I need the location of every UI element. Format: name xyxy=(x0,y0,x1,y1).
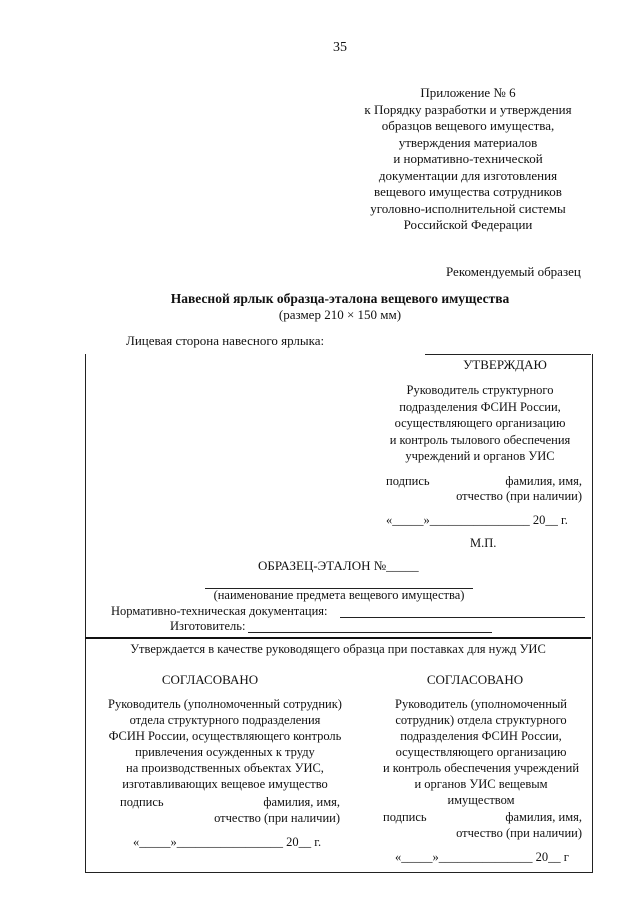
appendix-line: и нормативно-технической xyxy=(393,151,543,166)
agreed-left-line: ФСИН России, осуществляющего контроль xyxy=(108,729,342,743)
appendix-line: уголовно-исполнительной системы xyxy=(370,200,566,216)
agreed-left-line: изготавливающих вещевое имущество xyxy=(122,777,328,791)
face-side-label: Лицевая сторона навесного ярлыка: xyxy=(126,333,325,348)
stamp-place: М.П. xyxy=(470,536,497,550)
approver-line: подразделения ФСИН России, xyxy=(399,399,561,414)
left-signature-caption: подпись xyxy=(120,795,164,809)
appendix-line: вещевого имущества сотрудников xyxy=(374,184,562,199)
appendix-line: документации для изготовления xyxy=(378,167,558,183)
sample-number: ОБРАЗЕЦ-ЭТАЛОН №_____ xyxy=(258,558,419,573)
right-patronymic-caption: отчество (при наличии) xyxy=(456,826,582,840)
approver-line: осуществляющего организацию xyxy=(394,416,566,430)
approve-heading: УТВЕРЖДАЮ xyxy=(463,357,547,372)
appendix-line: к Порядку разработки и утверждения xyxy=(364,101,572,117)
document-subtitle: (размер 210 × 150 мм) xyxy=(278,307,402,322)
approver-line: учреждений и органов УИС xyxy=(405,449,555,463)
approver-position xyxy=(375,382,585,465)
tag-top-line xyxy=(425,354,591,355)
agreed-right-line: сотрудник) отдела структурного xyxy=(395,713,567,727)
approver-name-caption: фамилия, имя, xyxy=(505,474,582,488)
right-date-field: «_____»_______________ 20__ г xyxy=(395,850,569,864)
agreed-right-heading: СОГЛАСОВАНО xyxy=(426,672,524,687)
approver-signature-caption: подпись xyxy=(386,474,430,488)
agreed-right-line: осуществляющего организацию xyxy=(395,745,567,759)
agreed-left-line: отдела структурного подразделения xyxy=(129,713,321,727)
right-name-caption: фамилия, имя, xyxy=(505,810,582,824)
approver-patronymic-caption: отчество (при наличии) xyxy=(456,489,582,503)
approver-date-field: «_____»________________ 20__ г. xyxy=(386,513,568,527)
left-date-field: «_____»_________________ 20__ г. xyxy=(133,835,322,849)
approver-line: Руководитель структурного xyxy=(406,383,554,397)
agreed-left-heading: СОГЛАСОВАНО xyxy=(161,672,259,687)
appendix-line: утверждения материалов xyxy=(398,134,538,150)
right-signature-caption: подпись xyxy=(383,810,427,824)
appendix-line: Российской Федерации xyxy=(403,217,533,232)
manufacturer-label: Изготовитель: xyxy=(170,619,246,633)
agreed-left-line: на производственных объектах УИС, xyxy=(126,761,324,775)
appendix-line: образцов вещевого имущества, xyxy=(381,118,555,133)
section-divider xyxy=(85,637,591,639)
document-title: Навесной ярлык образца-эталона вещевого имущества xyxy=(170,291,510,306)
left-patronymic-caption: отчество (при наличии) xyxy=(214,811,340,825)
manufacturer-fill-line xyxy=(248,632,492,633)
approved-as-text: Утверждается в качестве руководящего образца при поставках для нужд УИС xyxy=(130,642,546,656)
agreed-right-line: и контроль обеспечения учреждений xyxy=(382,761,580,775)
recommended-sample: Рекомендуемый образец xyxy=(446,264,581,279)
agreed-right-line: Руководитель (уполномоченный xyxy=(395,697,567,711)
ntd-fill-line xyxy=(340,617,585,618)
agreed-right-line: подразделения ФСИН России, xyxy=(400,729,562,743)
agreed-left-line: Руководитель (уполномоченный сотрудник) xyxy=(108,697,342,711)
left-name-caption: фамилия, имя, xyxy=(263,795,340,809)
approver-line: и контроль тылового обеспечения xyxy=(389,432,571,447)
agreed-left-position xyxy=(100,696,350,792)
agreed-right-line: имуществом xyxy=(447,793,515,807)
agreed-right-position xyxy=(370,696,592,808)
ntd-label: Нормативно-техническая документация: xyxy=(111,604,328,618)
item-name-caption: (наименование предмета вещевого имущества) xyxy=(213,588,465,602)
page-number: 35 xyxy=(333,40,347,55)
appendix-header xyxy=(330,85,606,234)
appendix-line: Приложение № 6 xyxy=(420,85,516,100)
agreed-right-line: и органов УИС вещевым xyxy=(414,777,548,791)
agreed-left-line: привлечения осужденных к труду xyxy=(135,745,315,759)
